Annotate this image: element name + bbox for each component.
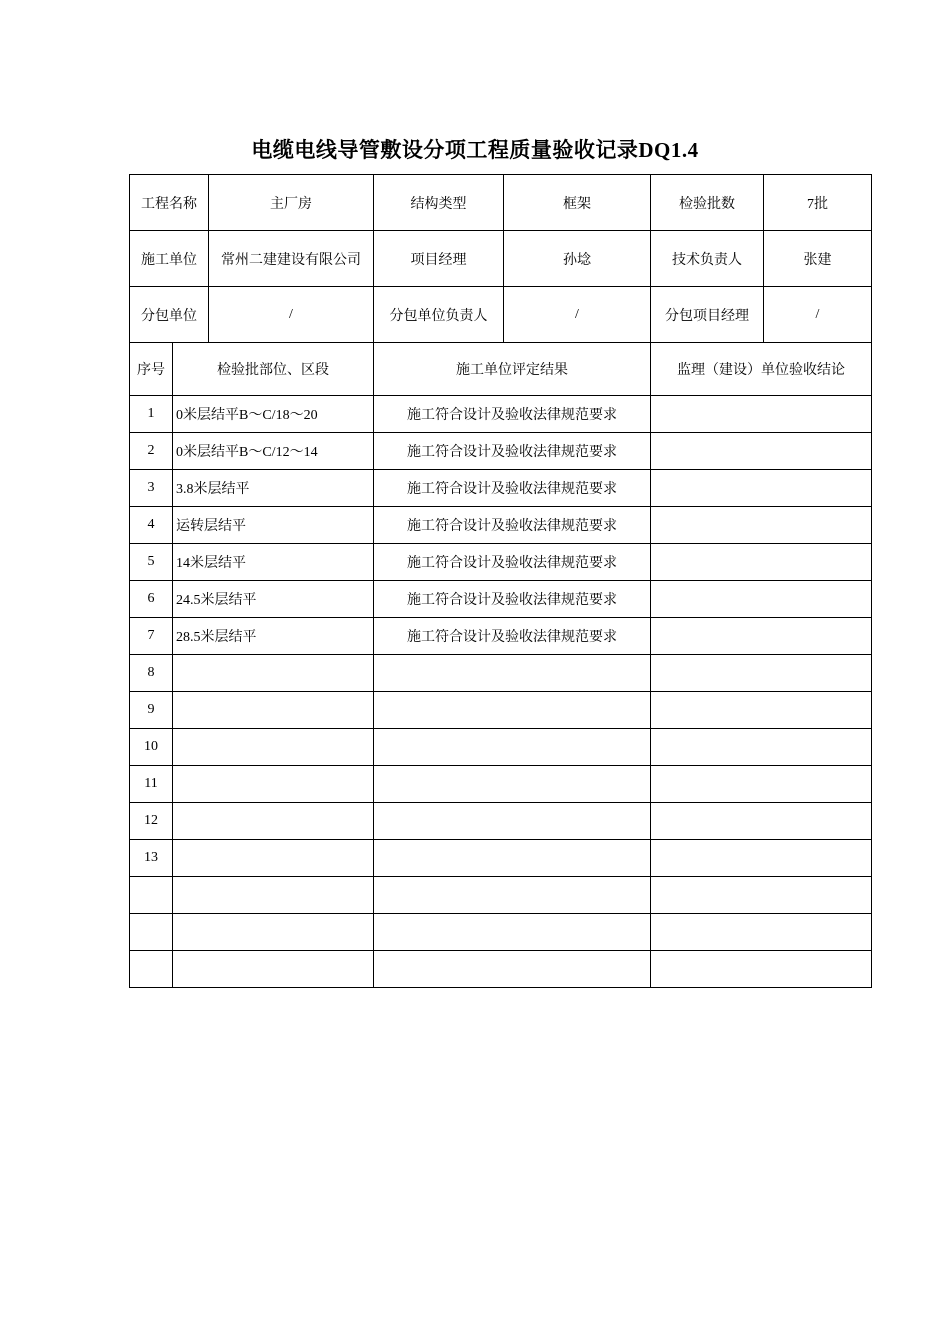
table-row	[130, 581, 872, 618]
subcontractor-value: /	[209, 287, 374, 343]
row-result-cell: 施工符合设计及验收法律规范要求	[374, 433, 651, 470]
row-conclusion-cell	[651, 803, 872, 840]
row-number-cell: 12	[130, 803, 173, 840]
row-location-cell	[173, 655, 374, 692]
row-number-cell: 9	[130, 692, 173, 729]
row-location-cell: 运转层结平	[173, 507, 374, 544]
row-location-cell	[173, 803, 374, 840]
row-conclusion-cell	[651, 581, 872, 618]
contractor-label: 施工单位	[130, 231, 209, 287]
table-row	[130, 914, 872, 951]
row-location-cell: 0米层结平B～C/12～14	[173, 433, 374, 470]
row-conclusion-cell	[651, 396, 872, 433]
table-row	[130, 692, 872, 729]
row-location-cell	[173, 877, 374, 914]
row-location-cell	[173, 729, 374, 766]
row-conclusion-cell	[651, 655, 872, 692]
row-number-cell	[130, 914, 173, 951]
row-number-cell: 13	[130, 840, 173, 877]
project-name-label: 工程名称	[130, 175, 209, 231]
table-row	[130, 507, 872, 544]
table-row	[130, 803, 872, 840]
table-row	[130, 655, 872, 692]
row-conclusion-cell	[651, 766, 872, 803]
column-header-location: 检验批部位、区段	[173, 343, 374, 396]
row-number-cell	[130, 951, 173, 988]
table-row	[130, 470, 872, 507]
row-location-cell	[173, 840, 374, 877]
subcontractor-pm-value: /	[764, 287, 872, 343]
table-row	[130, 766, 872, 803]
row-number-cell: 11	[130, 766, 173, 803]
column-header-no: 序号	[130, 343, 173, 396]
row-result-cell	[374, 692, 651, 729]
header-row-project	[130, 175, 872, 231]
row-location-cell	[173, 951, 374, 988]
subcontractor-label: 分包单位	[130, 287, 209, 343]
row-result-cell	[374, 877, 651, 914]
row-result-cell: 施工符合设计及验收法律规范要求	[374, 507, 651, 544]
row-number-cell: 4	[130, 507, 173, 544]
row-location-cell	[173, 766, 374, 803]
technical-lead-label: 技术负责人	[651, 231, 764, 287]
row-conclusion-cell	[651, 692, 872, 729]
row-conclusion-cell	[651, 470, 872, 507]
row-location-cell: 28.5米层结平	[173, 618, 374, 655]
row-number-cell	[130, 877, 173, 914]
project-manager-label: 项目经理	[374, 231, 504, 287]
structure-type-value: 框架	[504, 175, 651, 231]
header-row-contractor	[130, 231, 872, 287]
column-header-row	[130, 343, 872, 396]
table-row	[130, 433, 872, 470]
row-result-cell	[374, 951, 651, 988]
row-result-cell	[374, 840, 651, 877]
table-row	[130, 618, 872, 655]
row-conclusion-cell	[651, 507, 872, 544]
row-location-cell: 3.8米层结平	[173, 470, 374, 507]
table-body	[130, 175, 872, 988]
row-conclusion-cell	[651, 951, 872, 988]
row-result-cell: 施工符合设计及验收法律规范要求	[374, 396, 651, 433]
row-conclusion-cell	[651, 877, 872, 914]
page-title: 电缆电线导管敷设分项工程质量验收记录DQ1.4	[251, 138, 699, 162]
table-row	[130, 544, 872, 581]
column-header-result: 施工单位评定结果	[374, 343, 651, 396]
row-number-cell: 7	[130, 618, 173, 655]
row-number-cell: 5	[130, 544, 173, 581]
table-row	[130, 396, 872, 433]
subcontractor-pm-label: 分包项目经理	[651, 287, 764, 343]
row-conclusion-cell	[651, 544, 872, 581]
row-number-cell: 2	[130, 433, 173, 470]
row-number-cell: 10	[130, 729, 173, 766]
structure-type-label: 结构类型	[374, 175, 504, 231]
row-result-cell: 施工符合设计及验收法律规范要求	[374, 618, 651, 655]
row-location-cell: 0米层结平B～C/18～20	[173, 396, 374, 433]
table-row	[130, 877, 872, 914]
row-location-cell	[173, 692, 374, 729]
row-conclusion-cell	[651, 433, 872, 470]
project-name-value: 主厂房	[209, 175, 374, 231]
row-number-cell: 8	[130, 655, 173, 692]
header-row-subcontractor	[130, 287, 872, 343]
subcontractor-lead-value: /	[504, 287, 651, 343]
batch-count-value: 7批	[764, 175, 872, 231]
row-number-cell: 1	[130, 396, 173, 433]
row-result-cell	[374, 803, 651, 840]
row-conclusion-cell	[651, 914, 872, 951]
row-result-cell	[374, 766, 651, 803]
table-row	[130, 840, 872, 877]
row-result-cell: 施工符合设计及验收法律规范要求	[374, 581, 651, 618]
row-location-cell: 14米层结平	[173, 544, 374, 581]
contractor-value: 常州二建建设有限公司	[209, 231, 374, 287]
row-conclusion-cell	[651, 729, 872, 766]
row-result-cell: 施工符合设计及验收法律规范要求	[374, 544, 651, 581]
acceptance-record-table	[129, 174, 872, 988]
row-number-cell: 6	[130, 581, 173, 618]
column-header-conclusion: 监理（建设）单位验收结论	[651, 343, 872, 396]
row-number-cell: 3	[130, 470, 173, 507]
subcontractor-lead-label: 分包单位负责人	[374, 287, 504, 343]
row-result-cell: 施工符合设计及验收法律规范要求	[374, 470, 651, 507]
row-location-cell: 24.5米层结平	[173, 581, 374, 618]
table-row	[130, 951, 872, 988]
row-result-cell	[374, 729, 651, 766]
row-location-cell	[173, 914, 374, 951]
batch-count-label: 检验批数	[651, 175, 764, 231]
project-manager-value: 孙埝	[504, 231, 651, 287]
row-result-cell	[374, 655, 651, 692]
row-result-cell	[374, 914, 651, 951]
row-conclusion-cell	[651, 618, 872, 655]
row-conclusion-cell	[651, 840, 872, 877]
table-row	[130, 729, 872, 766]
technical-lead-value: 张建	[764, 231, 872, 287]
